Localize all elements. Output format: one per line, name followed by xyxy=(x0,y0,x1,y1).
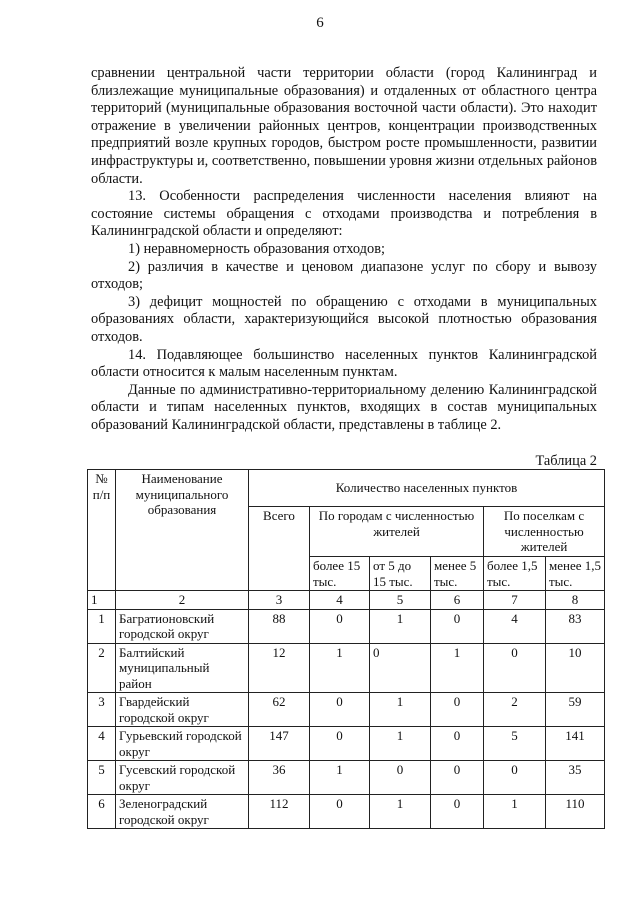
city-5-15k: 0 xyxy=(370,643,431,693)
header-num: № п/п xyxy=(88,470,116,591)
table-row xyxy=(88,643,605,693)
header-name: Наименование муниципального образования xyxy=(116,470,249,591)
column-number: 8 xyxy=(546,591,605,610)
paragraph: Данные по административно-территориальному делению Калининградской области и типам населенных пунктов, входящих в состав муниципальных образований Калининградской области, представлены в таблице 2. xyxy=(91,381,597,433)
municipality-name: Гусевский городской округ xyxy=(116,761,249,795)
city-over-15k: 0 xyxy=(310,693,370,727)
city-under-5k: 0 xyxy=(431,727,484,761)
city-5-15k: 0 xyxy=(370,761,431,795)
paragraph: 13. Особенности распределения численности населения влияют на состояние системы обращения с отходами производства и потребления в Калининградской области и определяют: xyxy=(91,188,597,240)
column-number: 5 xyxy=(370,591,431,610)
city-under-5k: 0 xyxy=(431,609,484,643)
table-row xyxy=(88,761,605,795)
settlements-table xyxy=(87,469,605,829)
city-under-5k: 0 xyxy=(431,761,484,795)
total-cell: 62 xyxy=(249,693,310,727)
total-cell: 12 xyxy=(249,643,310,693)
total-cell: 112 xyxy=(249,795,310,829)
municipality-name: Гурьевский городской округ xyxy=(116,727,249,761)
settlement-under-1-5k: 10 xyxy=(546,643,605,693)
paragraph: 14. Подавляющее большинство населенных пунктов Калининградской области относится к малым населенным пунктам. xyxy=(91,346,597,381)
settlement-over-1-5k: 0 xyxy=(484,761,546,795)
city-5-15k: 1 xyxy=(370,609,431,643)
table-row xyxy=(88,609,605,643)
city-over-15k: 0 xyxy=(310,795,370,829)
column-number: 6 xyxy=(431,591,484,610)
city-5-15k: 1 xyxy=(370,795,431,829)
city-under-5k: 0 xyxy=(431,795,484,829)
row-number: 5 xyxy=(88,761,116,795)
list-item: 2) различия в качестве и ценовом диапазоне услуг по сбору и вывозу отходов; xyxy=(91,258,597,293)
city-5-15k: 1 xyxy=(370,693,431,727)
settlement-over-1-5k: 1 xyxy=(484,795,546,829)
paragraph: сравнении центральной части территории области (город Калининград и близлежащие муниципальные образования) и отдаленных от областного центра территорий (муниципальные образования восточной части области). Это находит отражение в увеличении районных центров, концентрации производственных предприятий возле крупных городов, быстром росте промышленности, развитии инфраструктуры и, соответственно, повышении уровня жизни отдельных районов области. xyxy=(91,65,597,187)
column-number: 7 xyxy=(484,591,546,610)
settlement-under-1-5k: 59 xyxy=(546,693,605,727)
header-total: Всего xyxy=(249,507,310,591)
header-count: Количество населенных пунктов xyxy=(249,470,605,507)
municipality-name: Зеленоградский городской округ xyxy=(116,795,249,829)
city-over-15k: 0 xyxy=(310,727,370,761)
city-5-15k: 1 xyxy=(370,727,431,761)
row-number: 4 xyxy=(88,727,116,761)
municipality-name: Гвардейский городской округ xyxy=(116,693,249,727)
list-item: 3) дефицит мощностей по обращению с отходами в муниципальных образованиях области, характеризующийся высокой плотностью образования отходов. xyxy=(91,293,597,345)
row-number: 1 xyxy=(88,609,116,643)
column-number: 1 xyxy=(88,591,116,610)
page-number: 6 xyxy=(316,15,324,31)
header-sub: от 5 до 15 тыс. xyxy=(370,557,431,591)
city-under-5k: 1 xyxy=(431,643,484,693)
settlement-under-1-5k: 35 xyxy=(546,761,605,795)
column-number: 3 xyxy=(249,591,310,610)
header-sub: более 15 тыс. xyxy=(310,557,370,591)
city-over-15k: 1 xyxy=(310,761,370,795)
row-number: 3 xyxy=(88,693,116,727)
settlement-over-1-5k: 0 xyxy=(484,643,546,693)
total-cell: 36 xyxy=(249,761,310,795)
total-cell: 88 xyxy=(249,609,310,643)
city-under-5k: 0 xyxy=(431,693,484,727)
city-over-15k: 1 xyxy=(310,643,370,693)
total-cell: 147 xyxy=(249,727,310,761)
header-by-cities: По городам с численностью жителей xyxy=(310,507,484,557)
row-number: 6 xyxy=(88,795,116,829)
table-row xyxy=(88,727,605,761)
city-over-15k: 0 xyxy=(310,609,370,643)
municipality-name: Балтийский муниципальный район xyxy=(116,643,249,693)
municipality-name: Багратионовский городской округ xyxy=(116,609,249,643)
settlement-under-1-5k: 110 xyxy=(546,795,605,829)
table-caption: Таблица 2 xyxy=(535,453,597,469)
settlement-over-1-5k: 2 xyxy=(484,693,546,727)
column-number-row xyxy=(88,591,605,610)
list-item: 1) неравномерность образования отходов; xyxy=(128,240,385,257)
header-sub: менее 1,5 тыс. xyxy=(546,557,605,591)
body-text xyxy=(91,65,597,434)
header-sub: более 1,5 тыс. xyxy=(484,557,546,591)
column-number: 2 xyxy=(116,591,249,610)
settlement-over-1-5k: 5 xyxy=(484,727,546,761)
header-sub: менее 5 тыс. xyxy=(431,557,484,591)
table-header-row xyxy=(88,470,605,507)
settlement-under-1-5k: 141 xyxy=(546,727,605,761)
table-row xyxy=(88,795,605,829)
row-number: 2 xyxy=(88,643,116,693)
table-row xyxy=(88,693,605,727)
settlement-over-1-5k: 4 xyxy=(484,609,546,643)
column-number: 4 xyxy=(310,591,370,610)
settlement-under-1-5k: 83 xyxy=(546,609,605,643)
header-by-settlements: По поселкам с численностью жителей xyxy=(484,507,605,557)
